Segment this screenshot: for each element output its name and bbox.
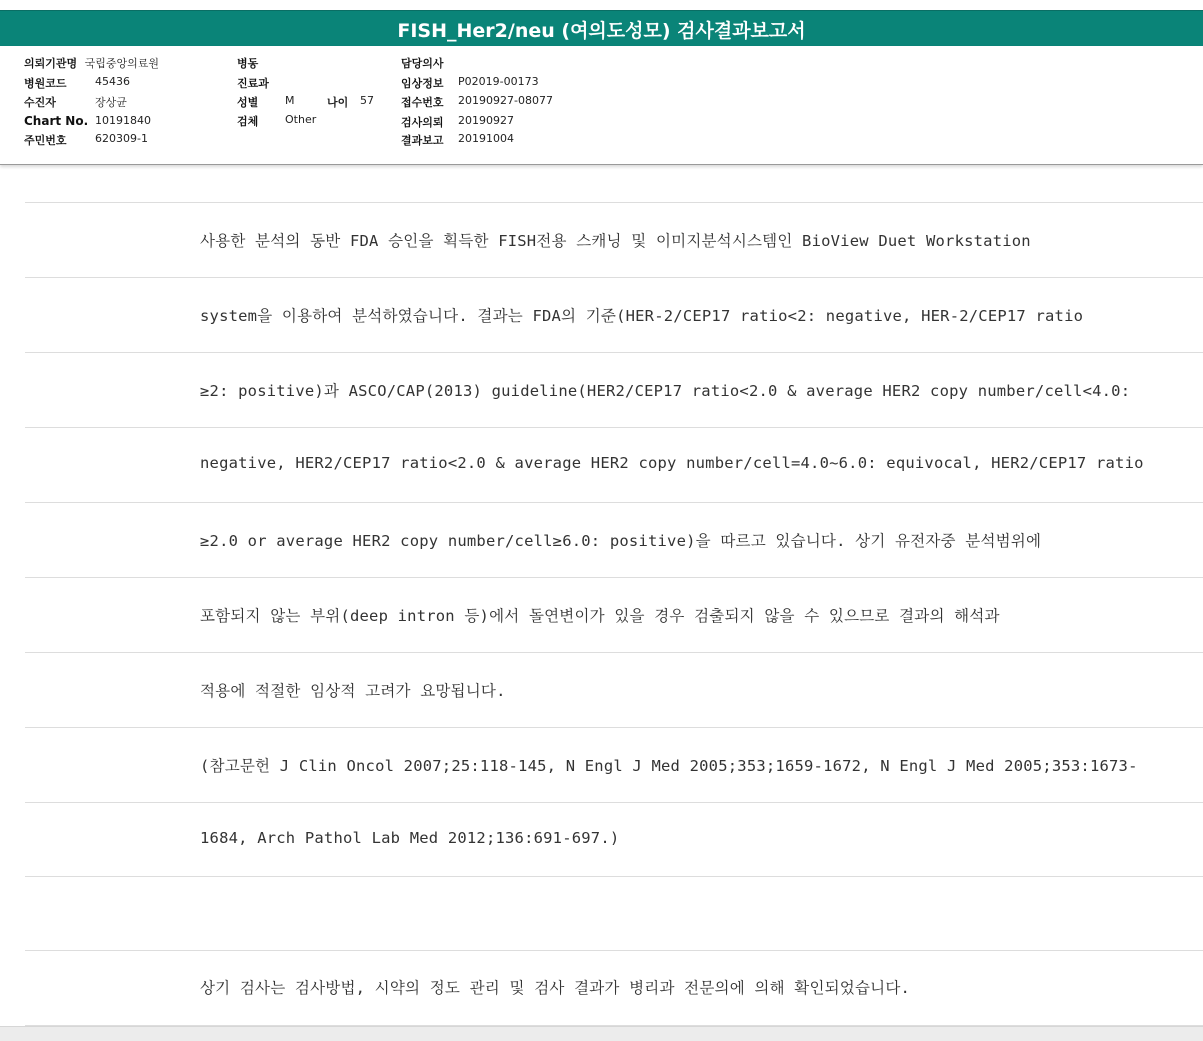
- text-row: [25, 950, 1203, 1026]
- patient-label: 수진자: [24, 96, 56, 109]
- chart-no-label: Chart No.: [24, 114, 89, 128]
- report-text-line: 1684, Arch Pathol Lab Med 2012;136:691-697.): [200, 829, 620, 847]
- hospital-code-label: 병원코드: [24, 77, 67, 90]
- sex-label: 성별: [237, 96, 259, 109]
- chart-no-field: [24, 114, 151, 128]
- doctor-label: 담당의사: [401, 57, 444, 70]
- horizontal-scrollbar[interactable]: [0, 1026, 1203, 1041]
- text-row: [25, 202, 1203, 277]
- receipt-no-field: [401, 94, 553, 110]
- sex-value: M: [285, 94, 295, 107]
- patient-value: 장상균: [95, 96, 127, 109]
- chart-no-value: 10191840: [95, 114, 151, 127]
- receipt-no-label: 접수번호: [401, 96, 444, 109]
- specimen-label: 검체: [237, 115, 259, 128]
- report-text-line: negative, HER2/CEP17 ratio<2.0 & average HER2 copy number/cell=4.0~6.0: equivocal, HER2/CEP17 ratio: [200, 454, 1144, 472]
- doctor-field: [401, 55, 444, 71]
- hospital-code-value: 45436: [95, 75, 130, 88]
- institution-field: [24, 55, 159, 71]
- ward-field: [237, 55, 258, 71]
- text-row: [25, 727, 1203, 802]
- clinical-info-field: [401, 75, 539, 91]
- text-row: [25, 802, 1203, 877]
- resident-no-value: 620309-1: [95, 132, 148, 145]
- age-value: 57: [360, 94, 374, 107]
- specimen-field: [237, 113, 317, 129]
- institution-label: 의뢰기관명: [24, 57, 78, 70]
- clinical-info-label: 임상정보: [401, 77, 444, 90]
- patient-field: [24, 94, 127, 110]
- request-date-value: 20190927: [458, 114, 514, 127]
- text-row: [25, 352, 1203, 427]
- report-title: FISH_Her2/neu (여의도성모) 검사결과보고서: [397, 19, 806, 42]
- request-date-field: [401, 114, 514, 130]
- report-text-line: ≥2: positive)과 ASCO/CAP(2013) guideline(HER2/CEP17 ratio<2.0 & average HER2 copy number/cell<4.0:: [200, 382, 1131, 400]
- text-row: [25, 652, 1203, 727]
- specimen-value: Other: [285, 113, 317, 126]
- report-date-label: 결과보고: [401, 134, 444, 147]
- resident-no-field: [24, 132, 148, 148]
- report-text-line: ≥2.0 or average HER2 copy number/cell≥6.0: positive)을 따르고 있습니다. 상기 유전자중 분석범위에: [200, 532, 1042, 550]
- text-row: [25, 427, 1203, 502]
- report-text-line: 사용한 분석의 동반 FDA 승인을 획득한 FISH전용 스캐닝 및 이미지분석시스템인 BioView Duet Workstation: [200, 232, 1031, 250]
- department-label: 진료과: [237, 77, 269, 90]
- patient-info-header: [0, 46, 1203, 165]
- sex-field: [237, 94, 295, 110]
- text-row: [25, 577, 1203, 652]
- receipt-no-value: 20190927-08077: [458, 94, 553, 107]
- report-date-value: 20191004: [458, 132, 514, 145]
- report-title-bar: [0, 10, 1203, 47]
- text-row: [25, 876, 1203, 951]
- text-row: [25, 502, 1203, 577]
- request-date-label: 검사의뢰: [401, 116, 444, 129]
- report-text-line: 상기 검사는 검사방법, 시약의 정도 관리 및 검사 결과가 병리과 전문의에 의해 확인되었습니다.: [200, 979, 911, 997]
- top-strip: [0, 0, 1203, 10]
- department-field: [237, 75, 269, 91]
- report-text-line: (참고문헌 J Clin Oncol 2007;25:118-145, N Engl J Med 2005;353;1659-1672, N Engl J Med 2005;353:1673-: [200, 757, 1138, 775]
- report-date-field: [401, 132, 514, 148]
- ward-label: 병동: [237, 57, 259, 70]
- age-field: [327, 94, 374, 110]
- text-row: [25, 277, 1203, 352]
- report-text-line: 포함되지 않는 부위(deep intron 등)에서 돌연변이가 있을 경우 검출되지 않을 수 있으므로 결과의 해석과: [200, 607, 1000, 625]
- age-label: 나이: [327, 96, 349, 109]
- resident-no-label: 주민번호: [24, 134, 67, 147]
- hospital-code-field: [24, 75, 130, 91]
- clinical-info-value: P02019-00173: [458, 75, 539, 88]
- report-text-line: system을 이용하여 분석하였습니다. 결과는 FDA의 기준(HER-2/CEP17 ratio<2: negative, HER-2/CEP17 ratio: [200, 307, 1084, 325]
- report-text-line: 적용에 적절한 임상적 고려가 요망됩니다.: [200, 682, 506, 700]
- report-body[interactable]: [0, 164, 1203, 1026]
- institution-value: 국립중앙의료원: [84, 57, 160, 70]
